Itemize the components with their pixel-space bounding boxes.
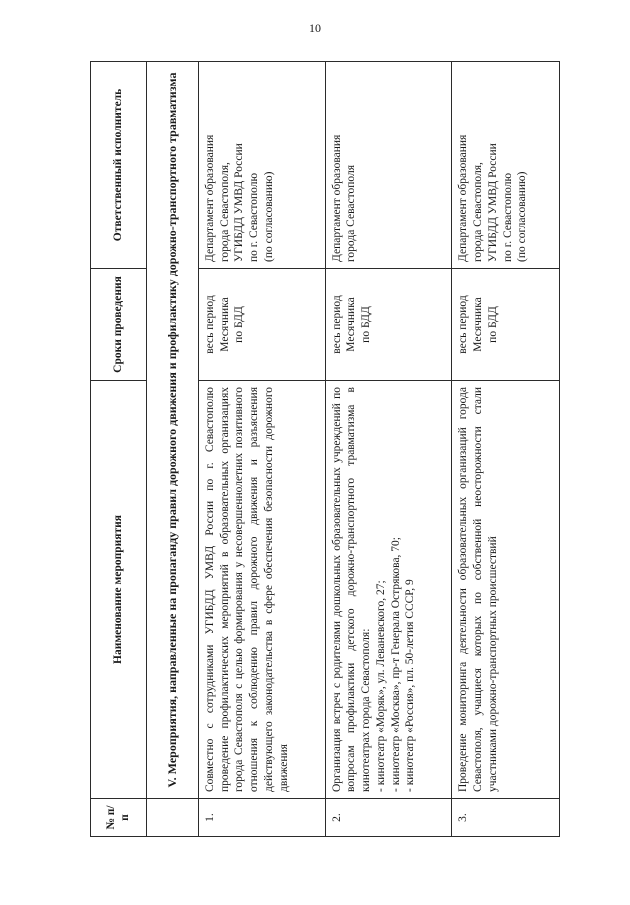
table-row <box>199 62 326 837</box>
cinema-item: - кинотеатр «Моряк», ул. Леваневского, 27; <box>374 580 387 792</box>
events-table <box>90 61 560 837</box>
event-executor: Департамент образования города Севастополя, УГИБДД УМВД России по г. Севастополю (по согласованию) <box>452 62 560 269</box>
table-row <box>325 62 452 837</box>
header-executor: Ответственный исполнитель <box>91 62 147 269</box>
rotated-table-container <box>90 62 560 837</box>
row-number: 2. <box>325 799 452 837</box>
event-name <box>325 381 452 799</box>
cinema-item: - кинотеатр «Москва», пр-т Генерала Острякова, 70; <box>389 536 402 792</box>
header-name: Наименование мероприятия <box>91 381 147 799</box>
event-term: весь период Месячника по БДД <box>325 269 452 381</box>
page-number: 10 <box>309 21 321 35</box>
event-executor: Департамент образования города Севастополя, УГИБДД УМВД России по г. Севастополю (по согласованию) <box>199 62 326 269</box>
section-row <box>147 62 199 837</box>
table-row <box>452 62 560 837</box>
header-num: № п/п <box>91 799 147 837</box>
event-name-intro: Организация встреч с родителями дошкольных образовательных учреждений по вопросам профилактики детского дорожно-транспортного травматизма в кинотеатрах города Севастополя: <box>330 387 373 792</box>
section-title: V. Мероприятия, направленные на пропаганду правил дорожного движения и профилактику дорожно-транспортного травматизма <box>147 62 199 799</box>
event-executor: Департамент образования города Севастополя <box>325 62 452 269</box>
cinema-item: - кинотеатр «Россия», пл. 50-летия СССР, 9 <box>404 579 417 792</box>
event-term: весь период Месячника по БДД <box>452 269 560 381</box>
table-header-row <box>91 62 147 837</box>
row-number: 3. <box>452 799 560 837</box>
event-name: Проведение мониторинга деятельности образовательных организаций города Севастополя, учащиеся которых по собственной неосторожности стали участниками дорожно-транспортных происшествий <box>452 381 560 799</box>
event-term: весь период Месячника по БДД <box>199 269 326 381</box>
header-term: Сроки проведения <box>91 269 147 381</box>
row-number: 1. <box>199 799 326 837</box>
event-name: Совместно с сотрудниками УГИБДД УМВД России по г. Севастополю проведение профилактических мероприятий в образовательных организациях города Севастополя с целью формирования у несовершеннолетних позитивного отношения к соблюдению правил дорожного движения и разъяснения действующего законодательства в сфере обеспечения безопасности дорожного движения <box>199 381 326 799</box>
